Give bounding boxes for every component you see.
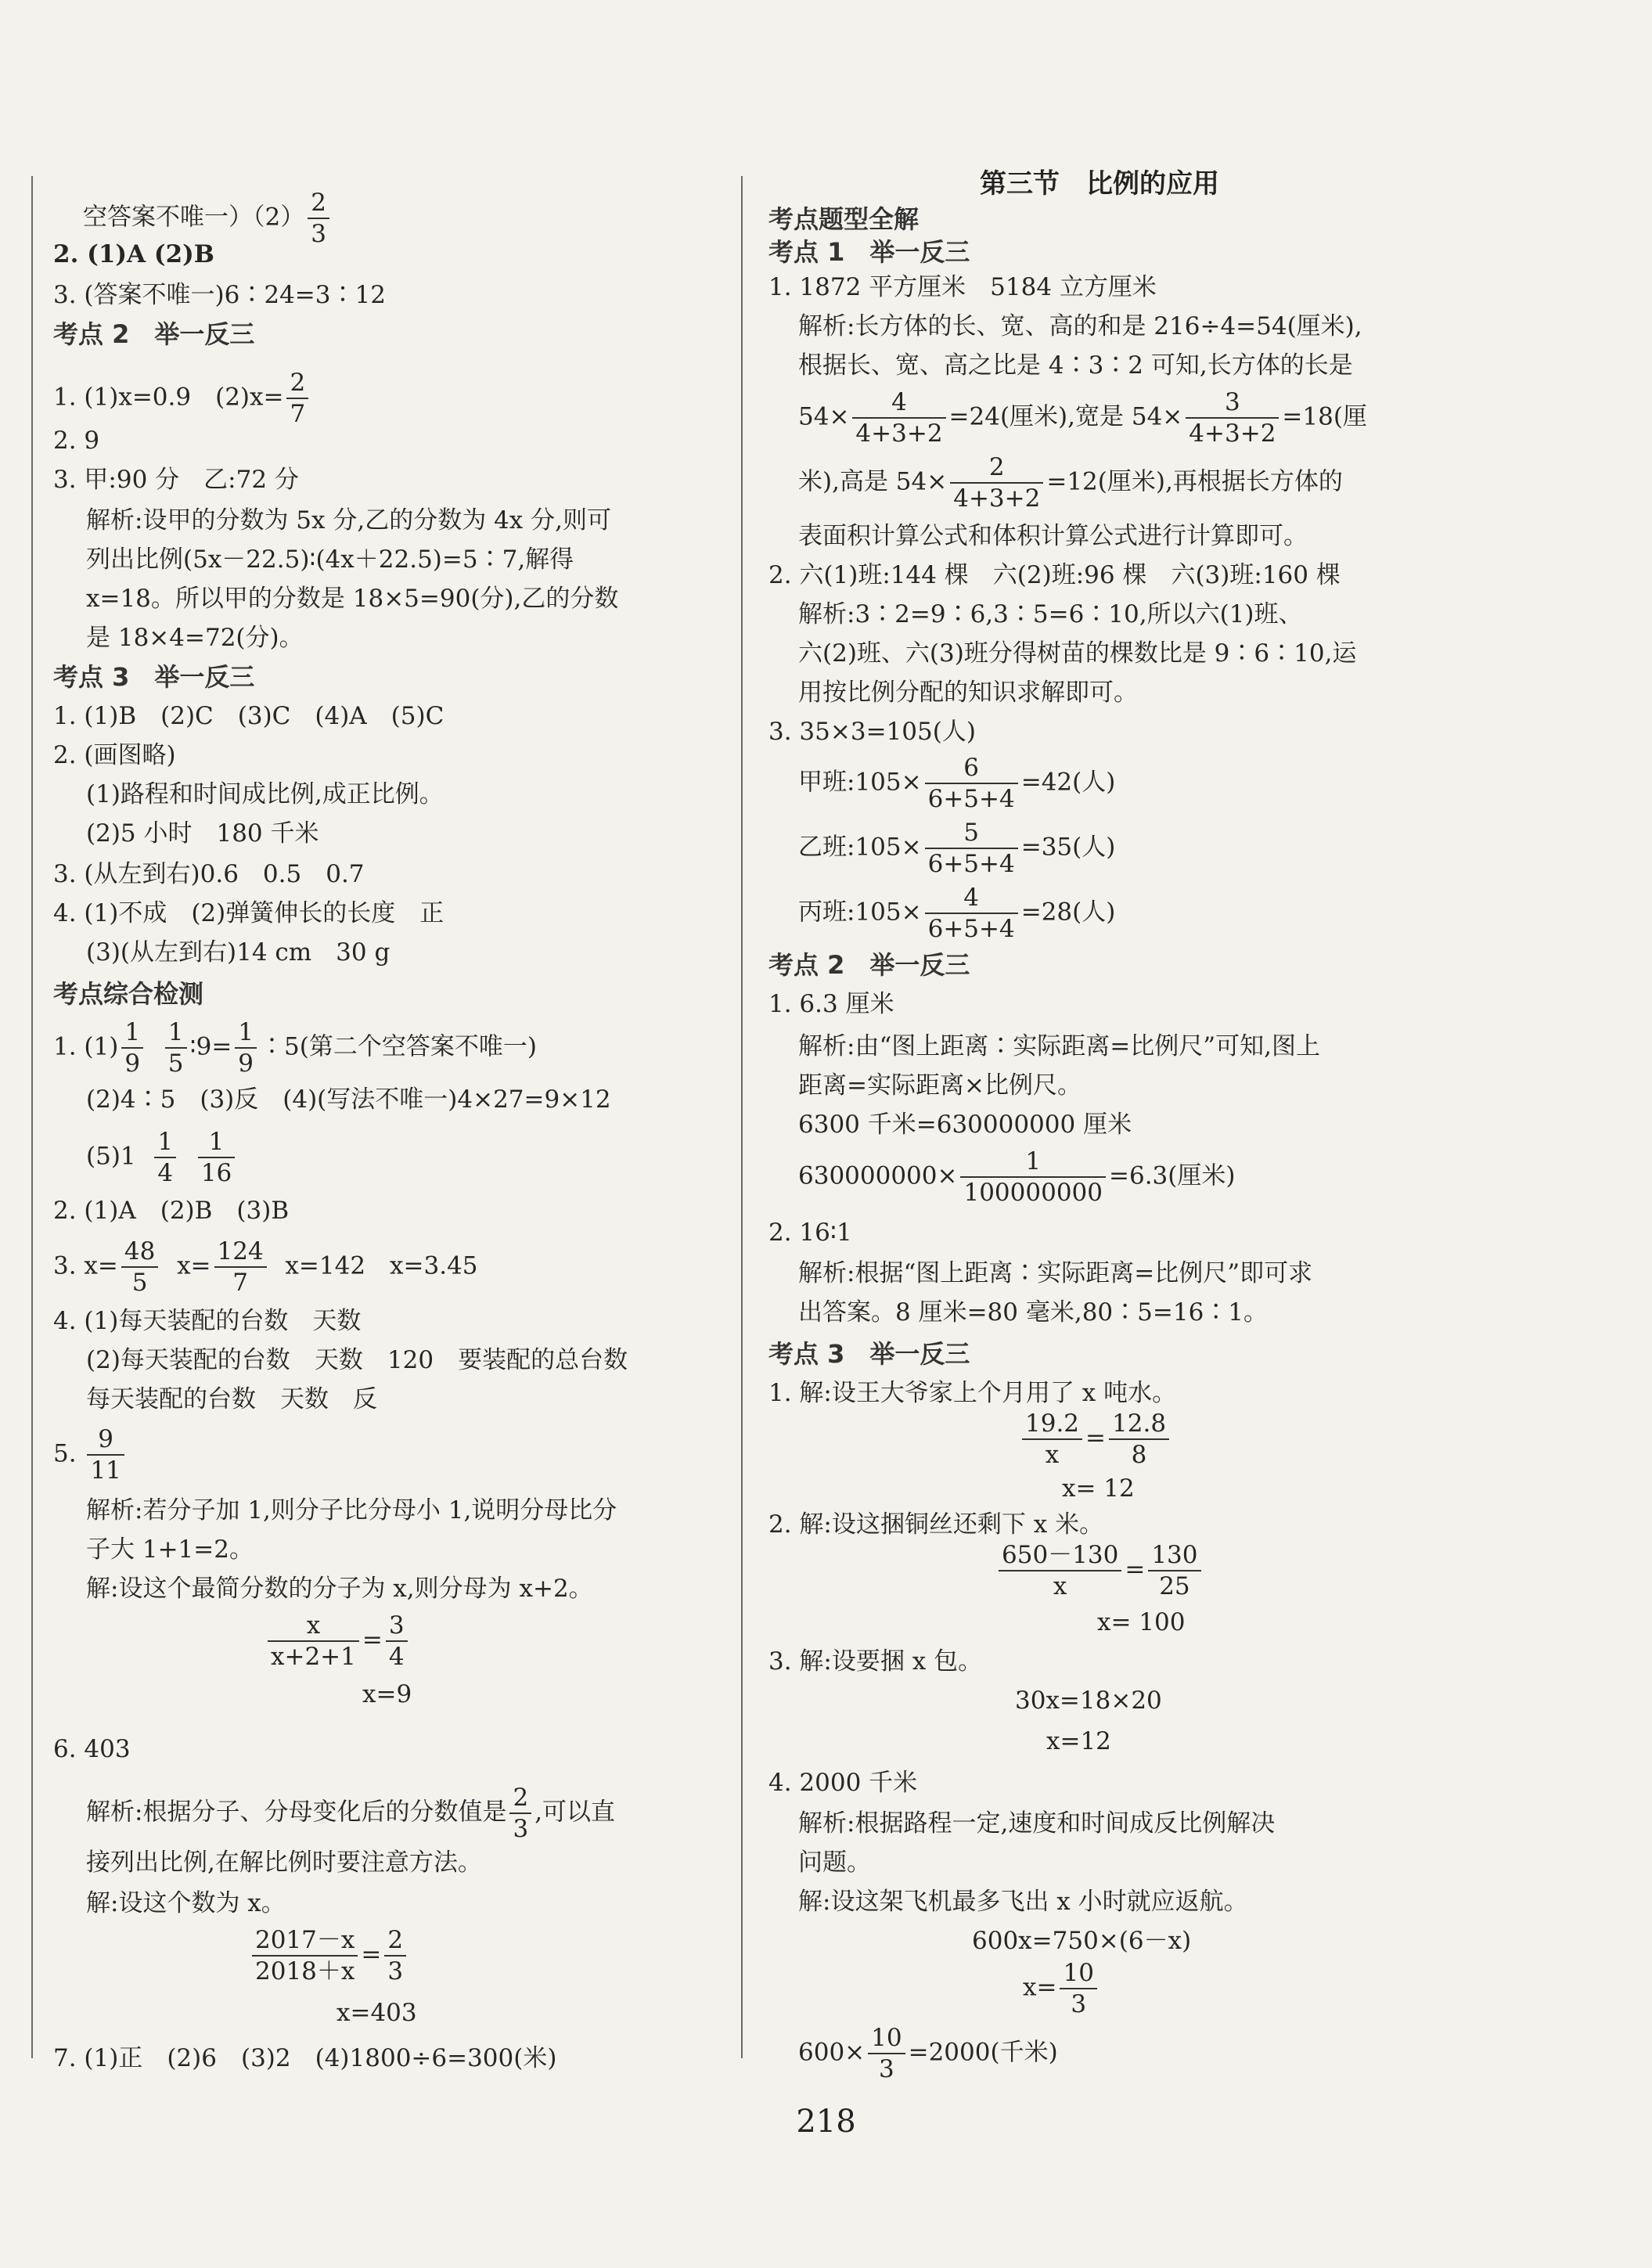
answer-line: 4. (1)不成 (2)弹簧伸长的长度 正 [53, 899, 444, 927]
explanation-line: 解析:由“图上距离∶实际距离=比例尺”可知,图上 [798, 1032, 1320, 1060]
fraction: $\frac{1}{16}$ [198, 1127, 235, 1188]
fraction: $\frac{2}{4+3+2}$ [950, 452, 1043, 513]
explanation-line: 54× $\frac{4}{4+3+2}$ =24(厘米),宽是 54× $\frac{3}{4+3+2}$ =18(厘 [798, 388, 1367, 448]
fraction: $\frac{130}{25}$ [1148, 1540, 1200, 1601]
answer-line: 2. (1)A (2)B [53, 240, 215, 268]
explanation-line: 米),高是 54× $\frac{2}{4+3+2}$ =12(厘米),再根据长方体的 [798, 453, 1343, 513]
explanation-line: 6300 千米=630000000 厘米 [798, 1111, 1132, 1139]
explanation-line: 解析:长方体的长、宽、高的和是 216÷4=54(厘米), [798, 312, 1362, 340]
explanation-line: 列出比例(5x－22.5)∶(4x＋22.5)=5∶7,解得 [86, 545, 574, 574]
explanation-line: 是 18×4=72(分)。 [86, 624, 304, 652]
explanation-line: 表面积计算公式和体积计算公式进行计算即可。 [798, 522, 1308, 550]
text-line: 空答案不唯一）（2） $\frac{2}{3}$ [83, 188, 333, 249]
answer-line: (1)路程和时间成比例,成正比例。 [86, 780, 444, 808]
fraction: $\frac{3}{4}$ [386, 1611, 408, 1672]
fraction: $\frac{1}{9}$ [235, 1017, 257, 1078]
explanation-line: 用按比例分配的知识求解即可。 [798, 679, 1138, 707]
section-heading: 考点 2 举一反三 [53, 319, 255, 349]
fraction: $\frac{2}{3}$ [509, 1783, 531, 1844]
answer-line: 2. 六(1)班:144 棵 六(2)班:96 棵 六(3)班:160 棵 [768, 561, 1341, 589]
section-heading: 考点综合检测 [53, 979, 204, 1009]
answer-line: 甲班:105× $\frac{6}{6+5+4}$ =42(人) [798, 754, 1116, 813]
fraction: $\frac{124}{7}$ [214, 1237, 267, 1298]
explanation-line: 问题。 [798, 1849, 871, 1877]
column-divider [741, 176, 743, 2058]
explanation-line: 根据长、宽、高之比是 4∶3∶2 可知,长方体的长是 [798, 351, 1353, 380]
explanation-line: 解析:根据分子、分母变化后的分数值是 $\frac{2}{3}$ ,可以直 [86, 1784, 616, 1843]
equation: x=12 [1046, 1727, 1111, 1755]
answer-line: (3)(从左到右)14 cm 30 g [86, 938, 391, 967]
section-title: 第三节 比例的应用 [980, 168, 1219, 200]
fraction: $\frac{19.2}{x}$ [1022, 1409, 1082, 1470]
answer-line: 2. 解:设这捆铜丝还剩下 x 米。 [768, 1510, 1104, 1539]
explanation-line: 解析:根据“图上距离∶实际距离=比例尺”即可求 [798, 1259, 1313, 1287]
fraction: $\frac{10}{3}$ [868, 2023, 905, 2084]
equation: x=9 [362, 1680, 412, 1708]
answer-line: 2. 9 [53, 427, 100, 455]
answer-line: 1. 解:设王大爷家上个月用了 x 吨水。 [768, 1379, 1177, 1407]
explanation-line: 630000000× $\frac{1}{100000000}$ =6.3(厘米) [798, 1147, 1236, 1207]
answer-line: 3. x= $\frac{48}{5}$ x= $\frac{124}{7}$ x=142 x=3.45 [53, 1237, 478, 1297]
equation: $\frac{x}{x+2+1}$ = $\frac{3}{4}$ [265, 1611, 411, 1672]
fraction: $\frac{5}{6+5+4}$ [925, 818, 1018, 879]
fraction: $\frac{1}{4}$ [154, 1127, 176, 1188]
answer-line: 6. 403 [53, 1735, 131, 1763]
fraction: $\frac{12.8}{8}$ [1109, 1409, 1169, 1470]
explanation-line: 出答案。8 厘米=80 毫米,80∶5=16∶1。 [798, 1298, 1269, 1327]
explanation-line: 解析:3∶2=9∶6,3∶5=6∶10,所以六(1)班、 [798, 600, 1303, 628]
answer-line: 3. 解:设要捆 x 包。 [768, 1647, 983, 1676]
fraction: $\frac{4}{4+3+2}$ [852, 387, 945, 448]
subsection-heading: 考点题型全解 [768, 204, 920, 234]
equation: x= 12 [1062, 1474, 1135, 1503]
equation: 600× $\frac{10}{3}$ =2000(千米) [798, 2024, 1058, 2083]
answer-line: (2)5 小时 180 千米 [86, 819, 319, 848]
equation: $\frac{650-130}{x}$ = $\frac{130}{25}$ [995, 1540, 1204, 1601]
explanation-line: 解:设这个最简分数的分子为 x,则分母为 x+2。 [86, 1575, 593, 1603]
fraction: $\frac{6}{6+5+4}$ [925, 753, 1018, 814]
explanation-line: 接列出比例,在解比例时要注意方法。 [86, 1849, 482, 1877]
fraction: $\frac{48}{5}$ [121, 1237, 158, 1298]
answer-line: 3. (答案不唯一)6∶24=3∶12 [53, 281, 386, 309]
equation: $\frac{19.2}{x}$ = $\frac{12.8}{8}$ [1019, 1409, 1172, 1470]
fraction: $\frac{2}{3}$ [384, 1925, 406, 1986]
explanation-line: 解析:根据路程一定,速度和时间成反比例解决 [798, 1809, 1276, 1838]
answer-line: 7. (1)正 (2)6 (3)2 (4)1800÷6=300(米) [53, 2044, 557, 2072]
fraction: $\frac{650-130}{x}$ [999, 1540, 1121, 1601]
answer-line: 4. 2000 千米 [768, 1769, 918, 1797]
explanation-line: 解:设这架飞机最多飞出 x 小时就应返航。 [798, 1888, 1248, 1916]
section-heading: 考点 3 举一反三 [53, 662, 255, 692]
equation: x= $\frac{10}{3}$ [1023, 1958, 1100, 2019]
fraction: $\frac{1}{9}$ [121, 1017, 143, 1078]
answer-line: 乙班:105× $\frac{5}{6+5+4}$ =35(人) [798, 819, 1116, 878]
fraction: $\frac{2017-x}{2018+x}$ [252, 1925, 358, 1986]
answer-line: 1. (1)x=0.9 (2)x= $\frac{2}{7}$ [53, 368, 311, 429]
equation: 30x=18×20 [1015, 1687, 1162, 1715]
answer-line: 3. (从左到右)0.6 0.5 0.7 [53, 860, 365, 888]
answer-line: 1. (1) $\frac{1}{9}$ $\frac{1}{5}$ ∶9= $\frac{1}{9}$ ∶5(第二个空答案不唯一) [53, 1018, 537, 1078]
equation: x=403 [337, 1999, 417, 2027]
explanation-line: 解:设这个数为 x。 [86, 1889, 286, 1917]
answer-line: 2. (画图略) [53, 741, 176, 769]
answer-line: 1. 6.3 厘米 [768, 990, 894, 1018]
answer-line: 3. 甲:90 分 乙:72 分 [53, 466, 299, 494]
section-heading: 考点 1 举一反三 [768, 237, 970, 267]
answer-line: 1. (1)B (2)C (3)C (4)A (5)C [53, 702, 444, 730]
answer-line: 4. (1)每天装配的台数 天数 [53, 1307, 362, 1335]
fraction: $\frac{3}{4+3+2}$ [1186, 387, 1279, 448]
fraction: $\frac{1}{100000000}$ [960, 1147, 1106, 1208]
answer-line: 1. 1872 平方厘米 5184 立方厘米 [768, 273, 1157, 301]
fraction: $\frac{2}{3}$ [308, 188, 329, 249]
equation: $\frac{2017-x}{2018+x}$ = $\frac{2}{3}$ [249, 1925, 409, 1986]
answer-line: (2)4∶5 (3)反 (4)(写法不唯一)4×27=9×12 [86, 1085, 611, 1114]
answer-line: 2. (1)A (2)B (3)B [53, 1197, 290, 1225]
answer-line: 丙班:105× $\frac{4}{6+5+4}$ =28(人) [798, 884, 1116, 943]
answer-line: 5. $\frac{9}{11}$ [53, 1424, 128, 1485]
answer-line: (2)每天装配的台数 天数 120 要装配的总台数 [86, 1346, 628, 1374]
equation: 600x=750×(6－x) [972, 1927, 1192, 1955]
section-heading: 考点 2 举一反三 [768, 950, 970, 980]
fraction: $\frac{4}{6+5+4}$ [925, 883, 1018, 944]
explanation-line: 解析:设甲的分数为 5x 分,乙的分数为 4x 分,则可 [86, 506, 611, 535]
fraction: $\frac{x}{x+2+1}$ [268, 1611, 359, 1672]
left-margin-rule [31, 176, 33, 2058]
answer-line: 2. 16∶1 [768, 1219, 852, 1247]
fraction: $\frac{1}{5}$ [165, 1017, 187, 1078]
answer-line: 每天装配的台数 天数 反 [86, 1385, 377, 1413]
equation: x= 100 [1097, 1608, 1186, 1636]
explanation-line: 距离=实际距离×比例尺。 [798, 1071, 1082, 1100]
explanation-line: 子大 1+1=2。 [86, 1535, 254, 1564]
answer-line: (5)1 $\frac{1}{4}$ $\frac{1}{16}$ [86, 1127, 238, 1188]
fraction: $\frac{2}{7}$ [286, 368, 308, 429]
page-number: 218 [796, 2104, 856, 2140]
fraction: $\frac{9}{11}$ [87, 1424, 124, 1485]
answer-line: 3. 35×3=105(人) [768, 718, 976, 746]
explanation-line: 六(2)班、六(3)班分得树苗的棵数比是 9∶6∶10,运 [798, 639, 1357, 668]
explanation-line: 解析:若分子加 1,则分子比分母小 1,说明分母比分 [86, 1496, 617, 1525]
section-heading: 考点 3 举一反三 [768, 1339, 970, 1369]
explanation-line: x=18。所以甲的分数是 18×5=90(分),乙的分数 [86, 585, 619, 613]
fraction: $\frac{10}{3}$ [1060, 1958, 1096, 2019]
